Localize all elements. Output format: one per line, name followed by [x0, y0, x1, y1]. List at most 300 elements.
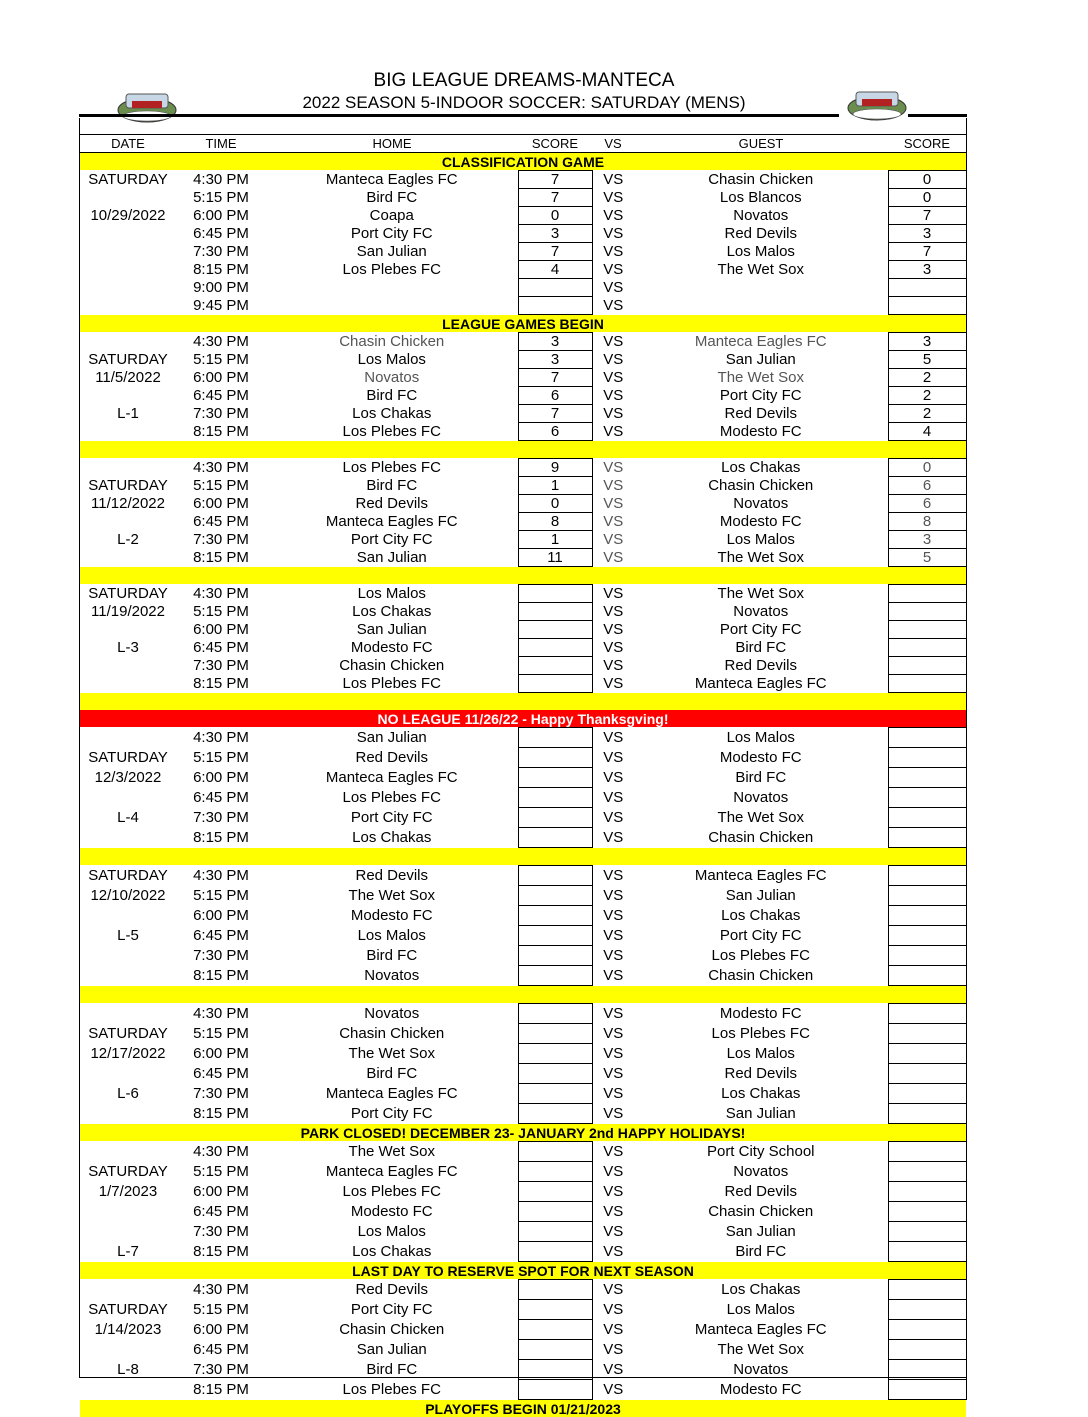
game-time: 7:30 PM: [176, 657, 266, 675]
home-team: Chasin Chicken: [266, 333, 518, 351]
guest-score: [888, 946, 966, 966]
game-date: [80, 657, 176, 675]
guest-score: [888, 1182, 966, 1202]
home-score: [518, 768, 592, 788]
guest-team: San Julian: [634, 1104, 888, 1124]
game-date: [80, 261, 176, 279]
game-row: [80, 261, 966, 279]
guest-score: [888, 639, 966, 657]
game-row: [80, 886, 966, 906]
guest-team: Chasin Chicken: [634, 828, 888, 848]
col-date: DATE: [80, 135, 176, 153]
banner-text: PLAYOFFS BEGIN 01/21/2023: [80, 1400, 966, 1417]
vs-label: VS: [592, 171, 634, 189]
game-row: [80, 171, 966, 189]
home-score: [518, 675, 592, 693]
vs-label: VS: [592, 585, 634, 603]
game-time: 7:30 PM: [176, 243, 266, 261]
game-date: [80, 279, 176, 297]
game-date: [80, 243, 176, 261]
game-date: L-7: [80, 1242, 176, 1262]
guest-score: [888, 1360, 966, 1380]
vs-label: VS: [592, 477, 634, 495]
home-score: 1: [518, 477, 592, 495]
game-row: [80, 728, 966, 748]
game-date: SATURDAY: [80, 1162, 176, 1182]
guest-team: Los Malos: [634, 531, 888, 549]
home-score: 3: [518, 225, 592, 243]
game-time: 5:15 PM: [176, 1024, 266, 1044]
vs-label: VS: [592, 1004, 634, 1024]
game-row: [80, 1340, 966, 1360]
game-row: [80, 477, 966, 495]
vs-label: VS: [592, 459, 634, 477]
game-date: SATURDAY: [80, 748, 176, 768]
guest-team: Novatos: [634, 495, 888, 513]
spacer-cell: [80, 693, 966, 711]
game-row: [80, 1300, 966, 1320]
vs-label: VS: [592, 1280, 634, 1300]
banner-text: PARK CLOSED! DECEMBER 23- JANUARY 2nd HAPPY HOLIDAYS!: [80, 1124, 966, 1142]
guest-score: [888, 1380, 966, 1400]
home-team: Los Malos: [266, 926, 518, 946]
game-date: [80, 513, 176, 531]
banner-text: NO LEAGUE 11/26/22 - Happy Thanksgving!: [80, 710, 966, 728]
guest-team: Manteca Eagles FC: [634, 866, 888, 886]
guest-score: [888, 1064, 966, 1084]
game-time: 5:15 PM: [176, 1162, 266, 1182]
col-home-score: SCORE: [518, 135, 592, 153]
game-time: 6:45 PM: [176, 1202, 266, 1222]
game-row: [80, 531, 966, 549]
guest-team: [634, 297, 888, 315]
home-score: 0: [518, 207, 592, 225]
vs-label: VS: [592, 1162, 634, 1182]
home-team: Red Devils: [266, 748, 518, 768]
game-time: 4:30 PM: [176, 459, 266, 477]
game-row: [80, 1380, 966, 1400]
guest-score: 0: [888, 459, 966, 477]
home-team: Modesto FC: [266, 639, 518, 657]
vs-label: VS: [592, 1222, 634, 1242]
vs-label: VS: [592, 1300, 634, 1320]
home-score: 11: [518, 549, 592, 567]
header-rule-right: [908, 114, 967, 117]
guest-score: 5: [888, 549, 966, 567]
game-date: [80, 333, 176, 351]
section-banner: [80, 710, 966, 728]
home-score: [518, 1242, 592, 1262]
home-team: Coapa: [266, 207, 518, 225]
home-score: 7: [518, 171, 592, 189]
guest-team: Port City School: [634, 1142, 888, 1162]
game-time: 8:15 PM: [176, 1380, 266, 1400]
home-score: [518, 906, 592, 926]
guest-team: Novatos: [634, 603, 888, 621]
col-home: HOME: [266, 135, 518, 153]
game-time: 6:00 PM: [176, 369, 266, 387]
home-score: [518, 886, 592, 906]
home-team: Bird FC: [266, 1064, 518, 1084]
home-score: 4: [518, 261, 592, 279]
section-banner: [80, 153, 966, 171]
game-row: [80, 603, 966, 621]
game-date: 1/14/2023: [80, 1320, 176, 1340]
game-row: [80, 1242, 966, 1262]
game-date: 11/19/2022: [80, 603, 176, 621]
guest-score: [888, 1044, 966, 1064]
game-date: [80, 828, 176, 848]
game-date: [80, 1202, 176, 1222]
guest-team: Modesto FC: [634, 1380, 888, 1400]
game-time: 6:45 PM: [176, 926, 266, 946]
document-title: BIG LEAGUE DREAMS-MANTECA: [0, 70, 1048, 92]
home-score: 7: [518, 243, 592, 261]
header-rule-left: [79, 114, 839, 117]
guest-score: [888, 1024, 966, 1044]
guest-team: Red Devils: [634, 657, 888, 675]
game-row: [80, 946, 966, 966]
guest-score: 2: [888, 405, 966, 423]
guest-score: [888, 728, 966, 748]
guest-score: 0: [888, 189, 966, 207]
home-score: [518, 1044, 592, 1064]
guest-score: [888, 621, 966, 639]
game-date: L-1: [80, 405, 176, 423]
guest-score: [888, 297, 966, 315]
vs-label: VS: [592, 768, 634, 788]
game-date: [80, 387, 176, 405]
game-row: [80, 1142, 966, 1162]
home-score: 3: [518, 333, 592, 351]
game-time: 7:30 PM: [176, 1222, 266, 1242]
game-date: SATURDAY: [80, 1300, 176, 1320]
section-banner: [80, 1124, 966, 1142]
guest-team: Manteca Eagles FC: [634, 675, 888, 693]
game-date: 12/3/2022: [80, 768, 176, 788]
game-time: 4:30 PM: [176, 728, 266, 748]
guest-team: San Julian: [634, 1222, 888, 1242]
home-team: San Julian: [266, 549, 518, 567]
guest-score: 7: [888, 207, 966, 225]
vs-label: VS: [592, 1242, 634, 1262]
guest-team: Port City FC: [634, 621, 888, 639]
section-banner: [80, 1262, 966, 1280]
game-date: 1/7/2023: [80, 1182, 176, 1202]
guest-team: Chasin Chicken: [634, 1202, 888, 1222]
home-score: [518, 1380, 592, 1400]
game-time: 6:45 PM: [176, 225, 266, 243]
game-date: [80, 966, 176, 986]
home-score: 1: [518, 531, 592, 549]
schedule-table: [80, 134, 967, 1417]
col-vs: VS: [592, 135, 634, 153]
game-date: L-4: [80, 808, 176, 828]
home-team: Port City FC: [266, 531, 518, 549]
guest-score: 3: [888, 333, 966, 351]
game-time: 8:15 PM: [176, 828, 266, 848]
guest-team: Modesto FC: [634, 748, 888, 768]
home-team: Chasin Chicken: [266, 1320, 518, 1340]
game-date: [80, 1340, 176, 1360]
home-team: Los Chakas: [266, 405, 518, 423]
spacer-row: [80, 848, 966, 866]
guest-team: Chasin Chicken: [634, 171, 888, 189]
home-team: Port City FC: [266, 1104, 518, 1124]
game-time: 6:45 PM: [176, 788, 266, 808]
guest-score: 2: [888, 387, 966, 405]
guest-score: [888, 279, 966, 297]
home-team: The Wet Sox: [266, 1142, 518, 1162]
game-row: [80, 1222, 966, 1242]
game-row: [80, 333, 966, 351]
game-time: 7:30 PM: [176, 1360, 266, 1380]
game-row: [80, 243, 966, 261]
game-date: L-8: [80, 1360, 176, 1380]
guest-score: [888, 1320, 966, 1340]
home-score: 0: [518, 495, 592, 513]
home-score: [518, 728, 592, 748]
game-row: [80, 387, 966, 405]
vs-label: VS: [592, 1380, 634, 1400]
game-row: [80, 788, 966, 808]
header-row: [80, 135, 966, 153]
banner-text: CLASSIFICATION GAME: [80, 153, 966, 171]
spacer-row: [80, 567, 966, 585]
vs-label: VS: [592, 189, 634, 207]
game-row: [80, 585, 966, 603]
home-team: Los Plebes FC: [266, 459, 518, 477]
home-score: [518, 585, 592, 603]
home-team: Los Chakas: [266, 1242, 518, 1262]
spacer-row: [80, 441, 966, 459]
col-time: TIME: [176, 135, 266, 153]
vs-label: VS: [592, 1024, 634, 1044]
vs-label: VS: [592, 1142, 634, 1162]
guest-score: [888, 1162, 966, 1182]
vs-label: VS: [592, 966, 634, 986]
game-date: [80, 906, 176, 926]
guest-team: Port City FC: [634, 926, 888, 946]
game-time: 7:30 PM: [176, 405, 266, 423]
game-row: [80, 1004, 966, 1024]
game-date: L-3: [80, 639, 176, 657]
vs-label: VS: [592, 333, 634, 351]
game-row: [80, 423, 966, 441]
home-score: [518, 1300, 592, 1320]
game-date: 11/5/2022: [80, 369, 176, 387]
game-time: 5:15 PM: [176, 477, 266, 495]
guest-score: 0: [888, 171, 966, 189]
guest-team: Bird FC: [634, 1242, 888, 1262]
home-score: [518, 748, 592, 768]
game-date: [80, 1280, 176, 1300]
game-row: [80, 1064, 966, 1084]
home-score: 7: [518, 369, 592, 387]
guest-score: 4: [888, 423, 966, 441]
game-time: 9:00 PM: [176, 279, 266, 297]
vs-label: VS: [592, 261, 634, 279]
game-row: [80, 639, 966, 657]
game-time: 4:30 PM: [176, 1142, 266, 1162]
game-date: [80, 423, 176, 441]
game-row: [80, 189, 966, 207]
vs-label: VS: [592, 549, 634, 567]
guest-team: The Wet Sox: [634, 808, 888, 828]
vs-label: VS: [592, 657, 634, 675]
home-score: [518, 866, 592, 886]
guest-team: Port City FC: [634, 387, 888, 405]
vs-label: VS: [592, 1104, 634, 1124]
game-row: [80, 866, 966, 886]
game-date: [80, 189, 176, 207]
guest-team: Los Chakas: [634, 1280, 888, 1300]
home-team: San Julian: [266, 728, 518, 748]
home-score: [518, 1024, 592, 1044]
game-row: [80, 405, 966, 423]
home-team: Manteca Eagles FC: [266, 513, 518, 531]
guest-team: Los Malos: [634, 1044, 888, 1064]
game-date: [80, 946, 176, 966]
home-team: Los Chakas: [266, 603, 518, 621]
game-row: [80, 369, 966, 387]
home-team: Los Plebes FC: [266, 423, 518, 441]
vs-label: VS: [592, 387, 634, 405]
game-row: [80, 621, 966, 639]
guest-score: [888, 866, 966, 886]
home-team: The Wet Sox: [266, 886, 518, 906]
home-team: Chasin Chicken: [266, 657, 518, 675]
col-guest-score: SCORE: [888, 135, 966, 153]
guest-score: 2: [888, 369, 966, 387]
home-score: 6: [518, 423, 592, 441]
game-row: [80, 657, 966, 675]
home-team: Manteca Eagles FC: [266, 1162, 518, 1182]
guest-score: [888, 1142, 966, 1162]
home-team: Bird FC: [266, 387, 518, 405]
game-row: [80, 1182, 966, 1202]
guest-score: [888, 808, 966, 828]
game-row: [80, 828, 966, 848]
vs-label: VS: [592, 886, 634, 906]
vs-label: VS: [592, 351, 634, 369]
home-score: [518, 1104, 592, 1124]
guest-score: 7: [888, 243, 966, 261]
game-row: [80, 926, 966, 946]
guest-score: [888, 1202, 966, 1222]
game-row: [80, 906, 966, 926]
game-time: 8:15 PM: [176, 966, 266, 986]
banner-text: LEAGUE GAMES BEGIN: [80, 315, 966, 333]
home-score: 7: [518, 405, 592, 423]
home-score: [518, 1182, 592, 1202]
home-team: Novatos: [266, 966, 518, 986]
home-team: Manteca Eagles FC: [266, 1084, 518, 1104]
home-score: [518, 1360, 592, 1380]
section-banner: [80, 1400, 966, 1417]
game-row: [80, 1320, 966, 1340]
big-league-dreams-logo: [846, 86, 908, 122]
game-time: 9:45 PM: [176, 297, 266, 315]
game-date: [80, 675, 176, 693]
game-row: [80, 225, 966, 243]
guest-team: Modesto FC: [634, 1004, 888, 1024]
game-time: 6:45 PM: [176, 1064, 266, 1084]
guest-team: [634, 279, 888, 297]
home-team: Novatos: [266, 1004, 518, 1024]
guest-team: Chasin Chicken: [634, 477, 888, 495]
game-row: [80, 1202, 966, 1222]
guest-team: Modesto FC: [634, 513, 888, 531]
guest-team: The Wet Sox: [634, 585, 888, 603]
guest-score: [888, 1104, 966, 1124]
vs-label: VS: [592, 225, 634, 243]
game-time: 8:15 PM: [176, 261, 266, 279]
home-team: Los Plebes FC: [266, 1380, 518, 1400]
vs-label: VS: [592, 405, 634, 423]
vs-label: VS: [592, 495, 634, 513]
home-team: Manteca Eagles FC: [266, 171, 518, 189]
vs-label: VS: [592, 369, 634, 387]
game-date: [80, 1004, 176, 1024]
home-score: 9: [518, 459, 592, 477]
home-team: [266, 279, 518, 297]
game-date: [80, 297, 176, 315]
vs-label: VS: [592, 828, 634, 848]
spacer-row: [80, 693, 966, 711]
guest-score: [888, 926, 966, 946]
guest-score: [888, 1280, 966, 1300]
guest-score: [888, 657, 966, 675]
home-score: [518, 966, 592, 986]
home-score: [518, 297, 592, 315]
home-team: Red Devils: [266, 1280, 518, 1300]
spacer-cell: [80, 848, 966, 866]
home-team: Port City FC: [266, 225, 518, 243]
home-team: Bird FC: [266, 189, 518, 207]
guest-team: Novatos: [634, 788, 888, 808]
game-time: 6:45 PM: [176, 387, 266, 405]
game-time: 6:45 PM: [176, 1340, 266, 1360]
guest-team: Los Malos: [634, 1300, 888, 1320]
game-time: 7:30 PM: [176, 1084, 266, 1104]
home-team: Manteca Eagles FC: [266, 768, 518, 788]
game-date: L-6: [80, 1084, 176, 1104]
game-time: 7:30 PM: [176, 946, 266, 966]
vs-label: VS: [592, 243, 634, 261]
home-team: Los Plebes FC: [266, 788, 518, 808]
game-row: [80, 748, 966, 768]
guest-team: The Wet Sox: [634, 369, 888, 387]
guest-team: Los Chakas: [634, 906, 888, 926]
vs-label: VS: [592, 748, 634, 768]
vs-label: VS: [592, 297, 634, 315]
game-date: SATURDAY: [80, 866, 176, 886]
game-time: 4:30 PM: [176, 1280, 266, 1300]
home-team: Bird FC: [266, 477, 518, 495]
guest-team: Bird FC: [634, 639, 888, 657]
home-score: [518, 621, 592, 639]
spacer-cell: [80, 441, 966, 459]
home-team: Modesto FC: [266, 1202, 518, 1222]
home-score: [518, 1340, 592, 1360]
home-team: Port City FC: [266, 808, 518, 828]
col-guest: GUEST: [634, 135, 888, 153]
vs-label: VS: [592, 207, 634, 225]
home-score: 7: [518, 189, 592, 207]
vs-label: VS: [592, 728, 634, 748]
guest-team: Modesto FC: [634, 423, 888, 441]
